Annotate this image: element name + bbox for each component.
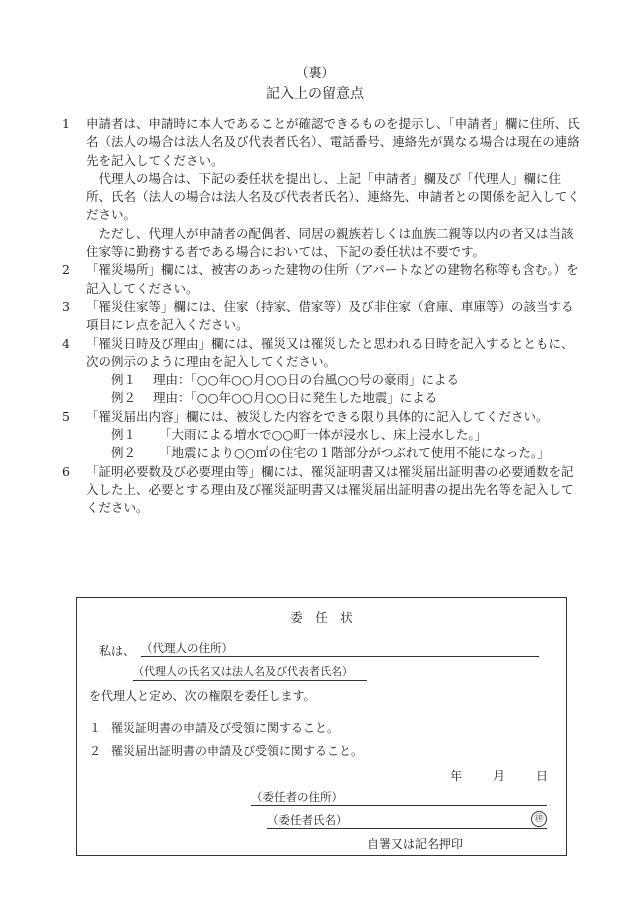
principal-name-label: （委任者氏名）	[267, 813, 348, 827]
back-side-label: （裏）	[295, 66, 335, 81]
example-line	[111, 389, 582, 407]
example-text: 理由：「○○年○○月○○日の台風○○号の豪雨」による	[153, 372, 460, 388]
item-number: 2	[62, 262, 70, 278]
instructions-list	[62, 115, 582, 518]
item-text: 申請者は、申請時に本人であることが確認できるものを提示し、「申請者」欄に住所、氏名（法人の場合は法人名及び代表者氏名）、電話番号、連絡先が異なる場合は現在の連絡先を記入してください。	[86, 116, 580, 168]
item-text: 「罹災日時及び理由」欄には、罹災又は罹災したと思われる日時を記入するとともに、次の例示のように理由を記入してください。	[86, 335, 574, 369]
appointment-text: を代理人と定め、次の権限を委任します。	[89, 689, 316, 703]
date-month-label: 月	[493, 769, 506, 783]
item-text: 「罹災住家等」欄には、住家（持家、借家等）及び非住家（倉庫、車庫等）の該当する項目にレ点を記入ください。	[86, 298, 574, 333]
item-text: 「罹災届出内容」欄には、被災した内容をできる限り具体的に記入してください。	[86, 408, 549, 424]
date-year-label: 年	[450, 769, 463, 783]
instruction-item	[62, 335, 582, 408]
example-line	[111, 444, 582, 462]
power-number: ２	[89, 744, 102, 758]
power-item	[89, 719, 339, 736]
power-number: １	[89, 721, 102, 735]
item-number: 5	[62, 408, 70, 424]
item-number: 3	[62, 298, 70, 314]
proxy-form	[76, 597, 567, 856]
example-line	[111, 371, 582, 389]
item-text: 代理人の場合は、下記の委任状を提出し、上記「申請者」欄及び「代理人」欄に住所、氏名（法人の場合は法人名及び代表者氏名）、連絡先、申請者との関係を記入してください。	[86, 170, 580, 223]
page-title: 記入上の留意点	[266, 86, 364, 102]
agent-name-field[interactable]	[133, 664, 367, 681]
item-text: 「罹災場所」欄には、被害のあった建物の住所（アパートなどの建物名称等も含む。）を記入してください。	[86, 262, 579, 296]
principal-address-field[interactable]	[251, 789, 547, 806]
agent-address-field[interactable]	[141, 640, 539, 657]
proxy-form-title: 委 任 状	[290, 610, 353, 625]
instruction-item	[62, 261, 582, 298]
agent-address-label: （代理人の住所）	[141, 641, 233, 655]
instruction-item	[62, 463, 582, 518]
seal-icon: ㊞	[531, 811, 547, 827]
power-text: 罹災証明書の申請及び受領に関すること。	[111, 721, 340, 735]
principal-name-field[interactable]	[267, 812, 547, 829]
intro-prefix: 私は、	[99, 644, 136, 658]
item-text: 「証明必要数及び必要理由等」欄には、罹災証明書又は罹災届出証明書の必要通数を記入した上、必要とする理由及び罹災証明書又は罹災届出証明書の提出先名等を記入してください。	[86, 463, 574, 516]
example-text: 「地震により○○㎡の住宅の１階部分がつぶれて使用不能になった。」	[159, 445, 550, 461]
example-label: 例１	[111, 427, 137, 443]
example-line	[111, 426, 582, 444]
example-label: 例１	[111, 372, 137, 388]
principal-address-label: （委任者の住所）	[251, 790, 343, 804]
agent-name-label: （代理人の氏名又は法人名及び代表者氏名）	[133, 665, 353, 678]
instruction-item	[62, 298, 582, 335]
instruction-item	[62, 115, 582, 261]
power-text: 罹災届出証明書の申請及び受領に関すること。	[111, 744, 364, 758]
signature-note: 自署又は記名押印	[367, 837, 464, 851]
item-number: 6	[62, 463, 70, 479]
example-label: 例２	[111, 390, 137, 406]
example-label: 例２	[111, 445, 137, 461]
instruction-item	[62, 408, 582, 463]
example-text: 「大雨による増水で○○町一体が浸水し、床上浸水した。」	[159, 427, 488, 443]
date-day-label: 日	[536, 769, 549, 783]
item-number: 4	[62, 335, 70, 351]
item-text: ただし、代理人が申請者の配偶者、同居の親族若しくは血族二親等以内の者又は当該住家等に勤務する者である場合においては、下記の委任状は不要です。	[86, 225, 574, 260]
item-number: 1	[62, 116, 70, 131]
power-item	[89, 742, 363, 759]
example-text: 理由：「○○年○○月○○日に発生した地震」による	[153, 390, 438, 406]
